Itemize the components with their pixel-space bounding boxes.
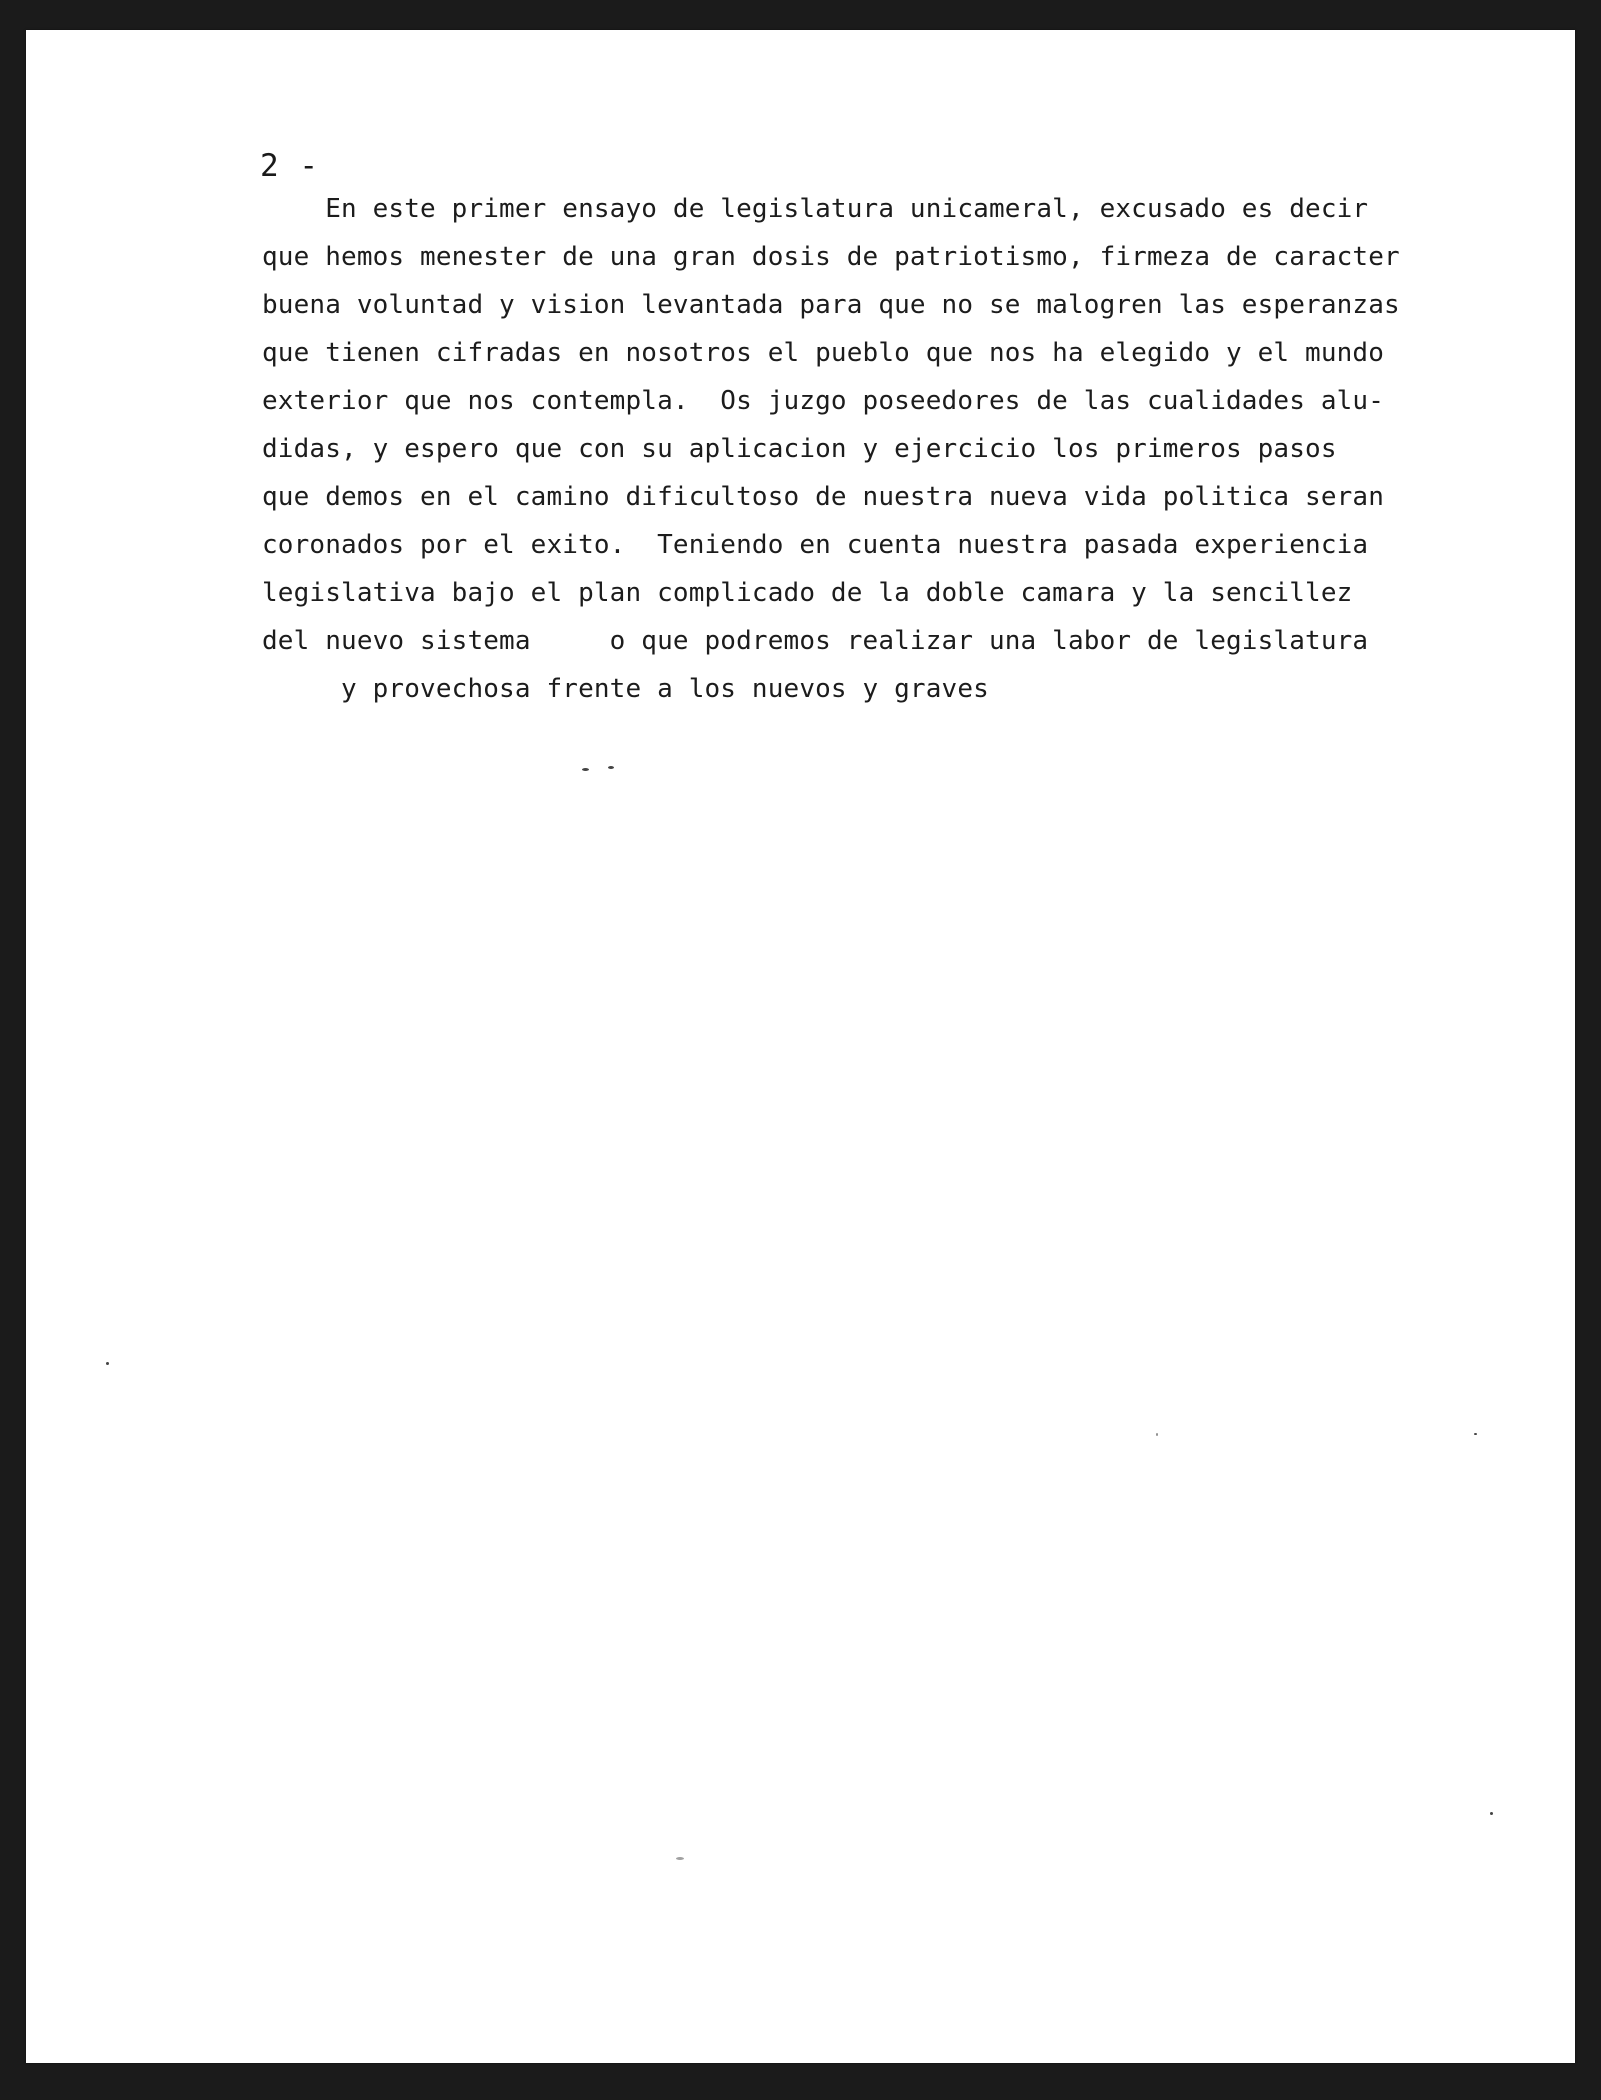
text-line-5: exterior que nos contempla. Os juzgo poseedores de las cualidades alu- xyxy=(262,386,1385,416)
scan-speck xyxy=(608,766,614,769)
text-line-9: legislativa bajo el plan complicado de la doble camara y la sencillez xyxy=(262,578,1353,608)
scan-speck xyxy=(1156,1433,1158,1436)
scan-speck xyxy=(1474,1433,1477,1435)
text-line-7: que demos en el camino dificultoso de nuestra nueva vida politica seran xyxy=(262,482,1385,512)
text-line-11: y provechosa frente a los nuevos y graves xyxy=(262,674,989,704)
scan-speck xyxy=(1490,1812,1493,1815)
text-line-2: que hemos menester de una gran dosis de patriotismo, firmeza de caracter xyxy=(262,242,1400,272)
text-line-1: En este primer ensayo de legislatura unicameral, excusado es decir xyxy=(262,194,1369,224)
text-line-8: coronados por el exito. Teniendo en cuenta nuestra pasada experiencia xyxy=(262,530,1369,560)
scan-speck xyxy=(582,768,589,771)
text-line-4: que tienen cifradas en nosotros el pueblo que nos ha elegido y el mundo xyxy=(262,338,1385,368)
scan-speck xyxy=(106,1362,109,1365)
page-number: 2 - xyxy=(260,148,319,184)
document-page xyxy=(26,30,1575,2063)
text-line-10: del nuevo sistema o que podremos realizar una labor de legislatura xyxy=(262,626,1369,656)
scan-speck xyxy=(676,1857,684,1860)
text-line-6: didas, y espero que con su aplicacion y ejercicio los primeros pasos xyxy=(262,434,1337,464)
text-line-3: buena voluntad y vision levantada para que no se malogren las esperanzas xyxy=(262,290,1400,320)
